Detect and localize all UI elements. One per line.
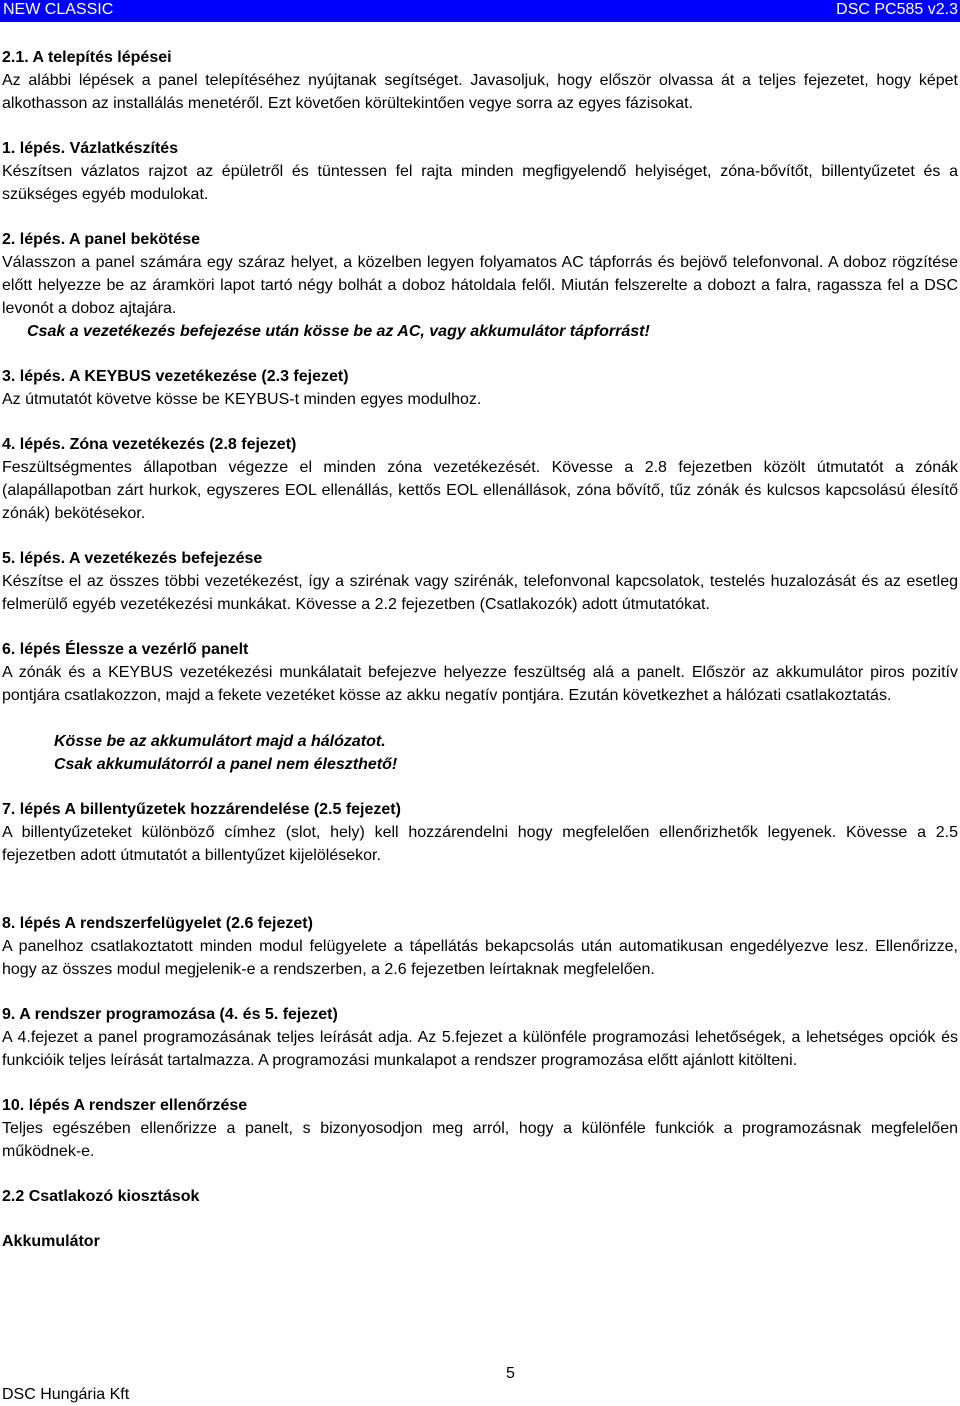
step-9 bbox=[2, 1003, 958, 1072]
section-intro: Az alábbi lépések a panel telepítéséhez nyújtanak segítséget. Javasoljuk, hogy először olvassa át a teljes fejezetet, hogy képet alkothasson az installálás menetéről. Ezt követően körültekintően vegye sorra az egyes fázisokat. bbox=[2, 72, 958, 112]
step-warning: Csak a vezetékezés befejezése után kösse be az AC, vagy akkumulátor tápforrást! bbox=[27, 323, 650, 340]
step-body: A 4.fejezet a panel programozásának teljes leírását adja. Az 5.fejezet a különféle programozási lehetőségek, a lehetséges opciók és funkcióik teljes leírását tartalmazza. A programozási munkalapot a rendszer programozása előtt ajánlott kitölteni. bbox=[2, 1029, 958, 1069]
step-title: 5. lépés. A vezetékezés befejezése bbox=[2, 550, 263, 567]
step-warning: Csak akkumulátorról a panel nem éleszthető! bbox=[54, 756, 398, 773]
step-body: A billentyűzeteket különböző címhez (slot, hely) kell hozzárendelni hogy megfelelően ellenőrizhetők legyenek. Kövesse a 2.5 fejezetben adott útmutatót a billentyűzet kijelölésekor. bbox=[2, 824, 958, 864]
step-6 bbox=[2, 638, 958, 776]
step-8 bbox=[2, 912, 958, 981]
section-title: 2.1. A telepítés lépései bbox=[2, 49, 172, 66]
step-body: A panelhoz csatlakoztatott minden modul felügyelete a tápellátás bekapcsolás után automatikusan engedélyezve lesz. Ellenőrizze, hogy az összes modul megjelenik-e a rendszerben, a 2.6 fejezetben leírtaknak megfelelően. bbox=[2, 938, 958, 978]
page-header bbox=[0, 0, 960, 22]
header-model: DSC PC585 v2.3 bbox=[836, 1, 958, 18]
step-body: Az útmutatót követve kösse be KEYBUS-t minden egyes modulhoz. bbox=[2, 391, 482, 408]
step-5 bbox=[2, 547, 958, 616]
step-2 bbox=[2, 228, 958, 343]
step-title: 10. lépés A rendszer ellenőrzése bbox=[2, 1097, 248, 1114]
step-title: 4. lépés. Zóna vezetékezés (2.8 fejezet) bbox=[2, 436, 297, 453]
page-number: 5 bbox=[506, 1365, 515, 1382]
step-7 bbox=[2, 798, 958, 867]
document-body bbox=[2, 46, 958, 1275]
step-4 bbox=[2, 433, 958, 525]
step-title: 7. lépés A billentyűzetek hozzárendelése (2.5 fejezet) bbox=[2, 801, 401, 818]
step-warning: Kösse be az akkumulátort majd a hálózatot. bbox=[54, 733, 386, 750]
step-body: Teljes egészében ellenőrizze a panelt, s bizonyosodjon meg arról, hogy a különféle funkciók a programozásnak megfelelően működnek-e. bbox=[2, 1120, 958, 1160]
step-body: Készítse el az összes többi vezetékezést, így a szirénak vagy szirénák, telefonvonal kapcsolatok, testelés huzalozását és az esetleg felmerülő egyéb vezetékezési munkákat. Kövesse a 2.2 fejezetben (Csatlakozók) adott útmutatókat. bbox=[2, 573, 958, 613]
step-body: A zónák és a KEYBUS vezetékezési munkálatait befejezve helyezze feszültség alá a panelt. Először az akkumulátor piros pozitív pontjára csatlakozzon, majd a fekete vezetéket kösse az akku negatív pontjára. Ezután következhet a hálózati csatlakoztatás. bbox=[2, 664, 958, 704]
step-title: 8. lépés A rendszerfelügyelet (2.6 fejezet) bbox=[2, 915, 313, 932]
step-1 bbox=[2, 137, 958, 206]
subsection-item: Akkumulátor bbox=[2, 1233, 100, 1250]
step-title: 9. A rendszer programozása (4. és 5. fejezet) bbox=[2, 1006, 338, 1023]
step-title: 3. lépés. A KEYBUS vezetékezése (2.3 fejezet) bbox=[2, 368, 349, 385]
step-title: 1. lépés. Vázlatkészítés bbox=[2, 140, 179, 157]
subsection-title: 2.2 Csatlakozó kiosztások bbox=[2, 1188, 200, 1205]
header-product-line: NEW CLASSIC bbox=[3, 1, 114, 18]
step-title: 6. lépés Élessze a vezérlő panelt bbox=[2, 641, 249, 658]
step-title: 2. lépés. A panel bekötése bbox=[2, 231, 201, 248]
step-body: Készítsen vázlatos rajzot az épületről és tüntessen fel rajta minden megfigyelendő helyiséget, zóna-bővítőt, billentyűzetet és a szükséges egyéb modulokat. bbox=[2, 163, 958, 203]
step-body: Feszültségmentes állapotban végezze el minden zóna vezetékezését. Kövesse a 2.8 fejezetben közölt útmutatót a zónák (alapállapotban zárt hurkok, egyszeres EOL ellenállás, kettős EOL ellenállások, zóna bővítő, tűz zónák és kulcsos kapcsolású élesítő zónák) bekötésekor. bbox=[2, 459, 958, 522]
footer-company: DSC Hungária Kft bbox=[2, 1386, 130, 1403]
step-3 bbox=[2, 365, 958, 411]
step-10 bbox=[2, 1094, 958, 1163]
step-body: Válasszon a panel számára egy száraz helyet, a közelben legyen folyamatos AC tápforrás és bejövő telefonvonal. A doboz rögzítése előtt helyezze be az áramköri lapot tartó négy bolhát a doboz hátoldala felől. Miután felszerelte a dobozt a falra, ragassza fel a DSC levonót a doboz ajtajára. bbox=[2, 254, 958, 317]
